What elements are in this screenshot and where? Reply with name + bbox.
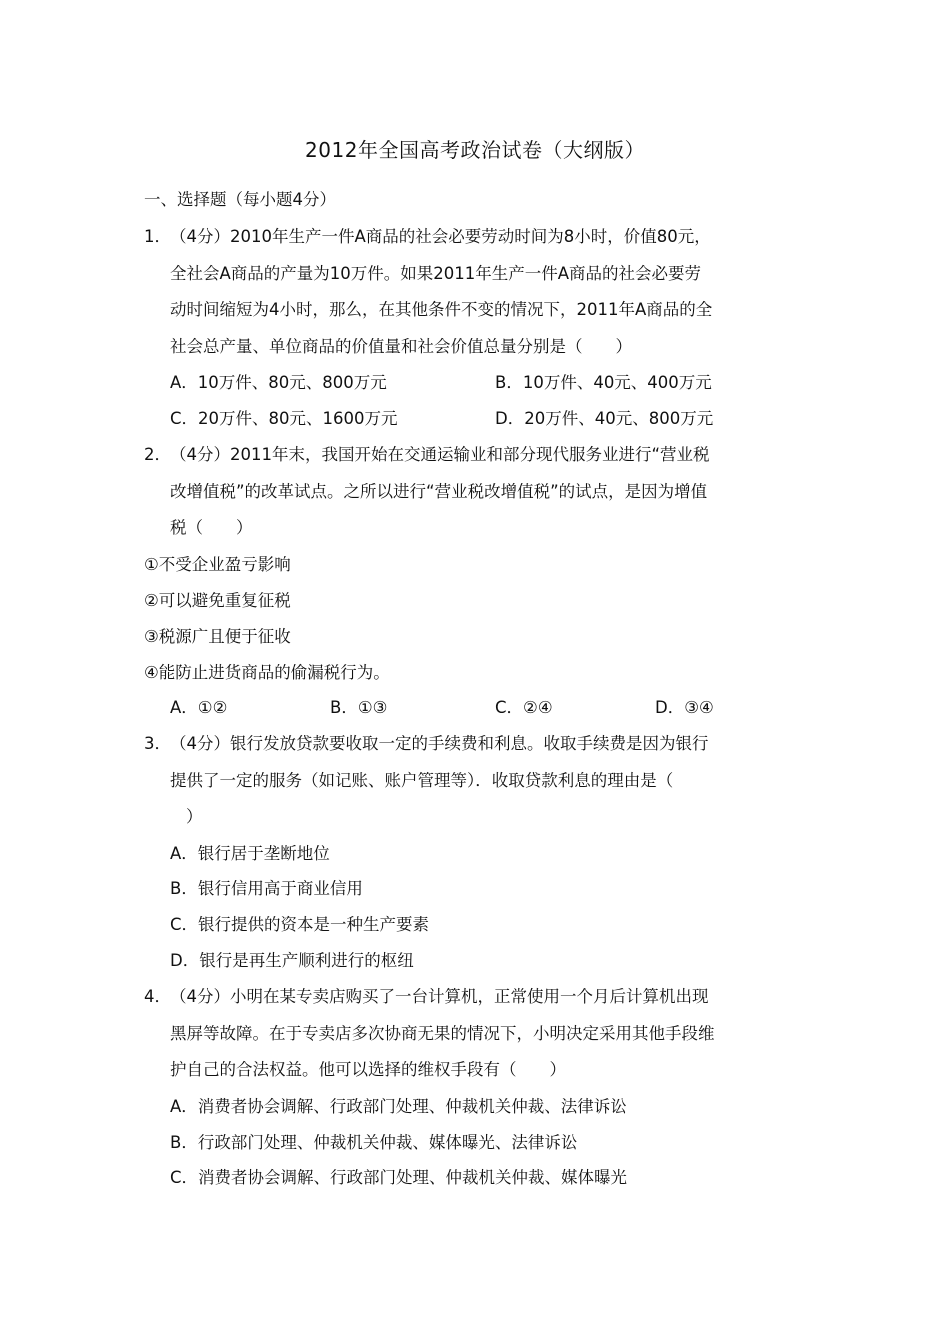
question-2-item-4: ④能防止进货商品的偷漏税行为。	[144, 663, 390, 682]
question-3-option-d: D．银行是再生产顺利进行的枢纽	[170, 951, 414, 970]
question-3-line-3: ）	[186, 807, 203, 826]
question-3-option-a: A．银行居于垄断地位	[170, 844, 330, 863]
question-1-option-a: A．10万件、80元、800万元	[170, 373, 387, 392]
question-3-option-b: B．银行信用高于商业信用	[170, 879, 363, 898]
question-2-option-a: A．①②	[170, 698, 228, 717]
question-2-item-2: ②可以避免重复征税	[144, 591, 291, 610]
question-3-line-1: （4分）银行发放贷款要收取一定的手续费和利息。收取手续费是因为银行	[170, 734, 709, 753]
question-1-line-1: （4分）2010年生产一件A商品的社会必要劳动时间为8小时，价值80元，	[170, 227, 711, 246]
question-2-option-d: D．③④	[655, 698, 714, 717]
question-4-number: 4．	[144, 987, 171, 1006]
question-1-number: 1．	[144, 227, 171, 246]
question-1-line-2: 全社会A商品的产量为10万件。如果2011年生产一件A商品的社会必要劳	[170, 264, 702, 283]
section-heading: 一、选择题（每小题4分）	[144, 190, 336, 209]
question-1-option-b: B．10万件、40元、400万元	[495, 373, 712, 392]
question-2-number: 2．	[144, 445, 171, 464]
question-1-line-4: 社会总产量、单位商品的价值量和社会价值总量分别是（ ）	[170, 337, 632, 356]
page-title: 2012年全国高考政治试卷（大纲版）	[305, 138, 645, 162]
question-1-option-d: D．20万件、40元、800万元	[495, 409, 714, 428]
question-4-option-c: C．消费者协会调解、行政部门处理、仲裁机关仲裁、媒体曝光	[170, 1168, 628, 1187]
question-3-option-c: C．银行提供的资本是一种生产要素	[170, 915, 430, 934]
question-4-option-b: B．行政部门处理、仲裁机关仲裁、媒体曝光、法律诉讼	[170, 1133, 578, 1152]
question-2-item-1: ①不受企业盈亏影响	[144, 555, 291, 574]
question-1-line-3: 动时间缩短为4小时，那么，在其他条件不变的情况下，2011年A商品的全	[170, 300, 713, 319]
question-1-option-c: C．20万件、80元、1600万元	[170, 409, 398, 428]
question-2-line-1: （4分）2011年末，我国开始在交通运输业和部分现代服务业进行“营业税	[170, 445, 710, 464]
question-3-line-2: 提供了一定的服务（如记账、账户管理等）．收取贷款利息的理由是（	[170, 771, 674, 790]
question-4-line-2: 黑屏等故障。在于专卖店多次协商无果的情况下，小明决定采用其他手段维	[170, 1024, 715, 1043]
question-2-option-c: C．②④	[495, 698, 553, 717]
question-4-line-1: （4分）小明在某专卖店购买了一台计算机，正常使用一个月后计算机出现	[170, 987, 709, 1006]
question-2-option-b: B．①③	[330, 698, 388, 717]
question-3-number: 3．	[144, 734, 171, 753]
question-4-option-a: A．消费者协会调解、行政部门处理、仲裁机关仲裁、法律诉讼	[170, 1097, 627, 1116]
question-2-line-3: 税（ ）	[170, 518, 253, 537]
question-2-line-2: 改增值税”的改革试点。之所以进行“营业税改增值税”的试点，是因为增值	[170, 482, 708, 501]
question-4-line-3: 护自己的合法权益。他可以选择的维权手段有（ ）	[170, 1060, 566, 1079]
question-2-item-3: ③税源广且便于征收	[144, 627, 291, 646]
